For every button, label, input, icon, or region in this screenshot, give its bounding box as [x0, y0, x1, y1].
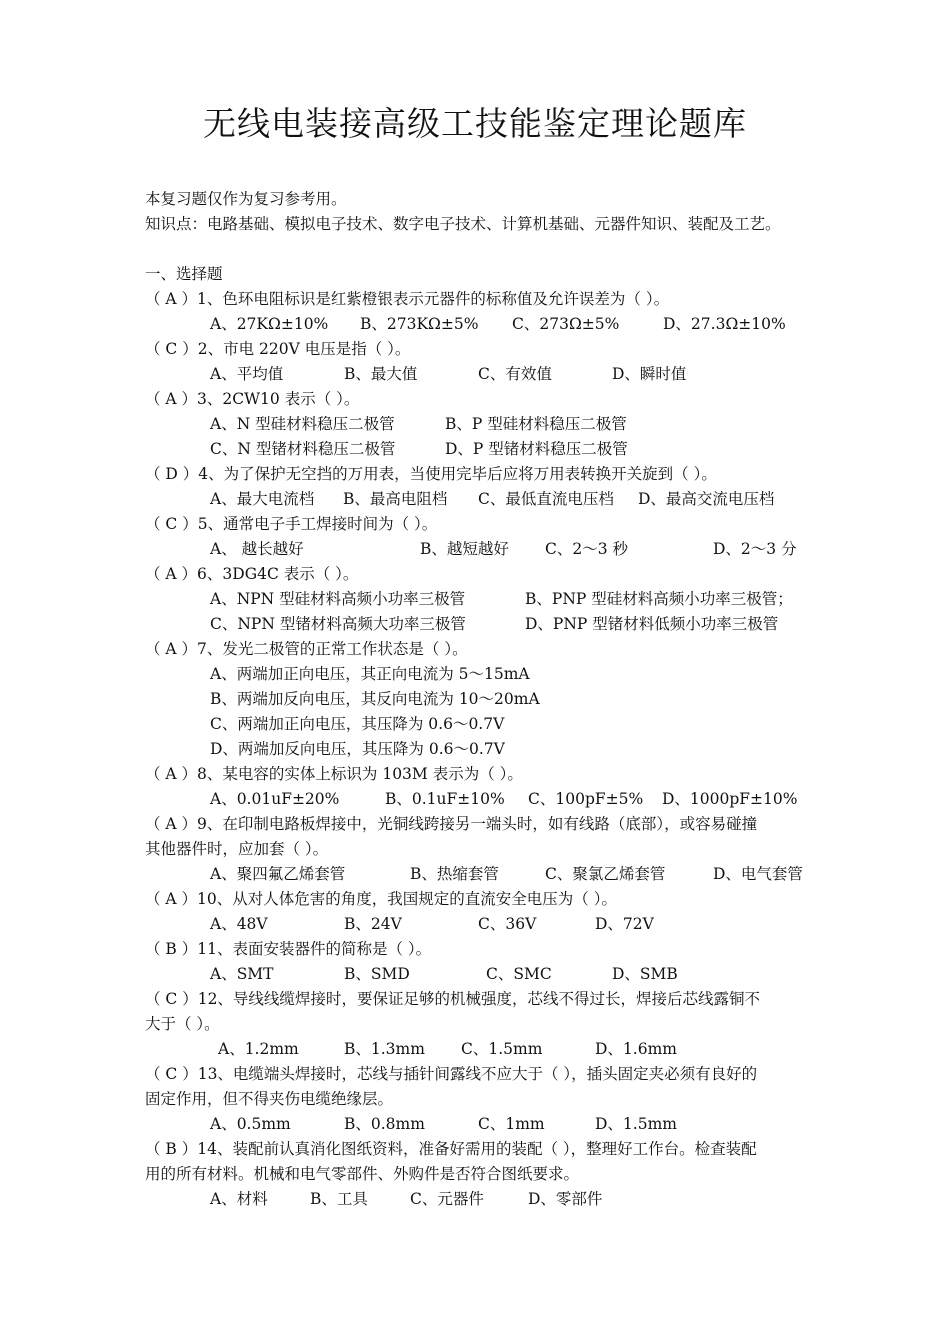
option: C、2～3 秒	[545, 540, 629, 558]
option: B、273KΩ±5%	[360, 315, 479, 333]
option: D、SMB	[612, 965, 678, 983]
option: D、最高交流电压档	[638, 490, 775, 508]
option-row	[210, 1188, 910, 1210]
option: D、零部件	[528, 1190, 603, 1208]
option: D、27.3Ω±10%	[663, 315, 786, 333]
option: B、越短越好	[420, 540, 509, 558]
option-row	[210, 1113, 910, 1135]
option: C、273Ω±5%	[512, 315, 620, 333]
question-text: 大于（ ）。	[145, 1015, 220, 1033]
option-row	[210, 538, 910, 560]
question-text: （ A ）10、从对人体危害的角度，我国规定的直流安全电压为（ ）。	[145, 890, 617, 908]
option: D、72V	[595, 915, 654, 933]
question-text: （ A ）7、发光二极管的正常工作状态是（ ）。	[145, 640, 468, 658]
document-title: 无线电装接高级工技能鉴定理论题库	[203, 104, 747, 143]
question-text: （ B ）11、表面安装器件的简称是（ ）。	[145, 940, 432, 958]
option: A、1.2mm	[218, 1040, 299, 1058]
option: A、平均值	[210, 365, 284, 383]
option-row	[210, 963, 910, 985]
question-text: （ C ）12、导线线缆焊接时，要保证足够的机械强度，芯线不得过长，焊接后芯线露铜不	[145, 990, 760, 1008]
option: C、36V	[478, 915, 537, 933]
question-text: 用的所有材料。机械和电气零部件、外购件是否符合图纸要求。	[145, 1165, 580, 1183]
option: A、NPN 型硅材料高频小功率三极管	[210, 590, 466, 608]
option: C、1.5mm	[461, 1040, 543, 1058]
option-row	[210, 863, 910, 885]
option: D、2～3 分	[713, 540, 797, 558]
question-text: （ A ）3、2CW10 表示（ ）。	[145, 390, 360, 408]
option: D、电气套管	[713, 865, 803, 883]
option: A、0.5mm	[210, 1115, 291, 1133]
option-row	[210, 413, 910, 435]
intro-line: 本复习题仅作为复习参考用。	[145, 190, 347, 208]
option: D、瞬时值	[612, 365, 687, 383]
option: D、PNP 型锗材料低频小功率三极管	[525, 615, 779, 633]
option-row	[210, 313, 910, 335]
option: B、0.8mm	[344, 1115, 425, 1133]
option: C、SMC	[486, 965, 552, 983]
option: B、工具	[310, 1190, 368, 1208]
option-row	[210, 588, 910, 610]
option: D、P 型锗材料稳压二极管	[445, 440, 628, 458]
option: A、0.01uF±20%	[210, 790, 340, 808]
option-row	[210, 738, 910, 760]
option: C、元器件	[410, 1190, 484, 1208]
option: B、最高电阻档	[343, 490, 448, 508]
option: C、1mm	[478, 1115, 545, 1133]
option: A、48V	[210, 915, 268, 933]
option-row	[210, 663, 910, 685]
option: A、 越长越好	[210, 540, 304, 558]
question-text: （ B ）14、装配前认真消化图纸资料，准备好需用的装配（ ），整理好工作台。检查装配	[145, 1140, 757, 1158]
option: B、两端加反向电压，其反向电流为 10～20mA	[210, 690, 540, 708]
question-text: （ A ）8、某电容的实体上标识为 103M 表示为（ ）。	[145, 765, 523, 783]
option: A、最大电流档	[210, 490, 315, 508]
option: C、100pF±5%	[528, 790, 644, 808]
option: C、两端加正向电压，其压降为 0.6～0.7V	[210, 715, 505, 733]
option: D、1.6mm	[595, 1040, 677, 1058]
option-row	[210, 613, 910, 635]
question-text: 固定作用，但不得夹伤电缆绝缘层。	[145, 1090, 394, 1108]
question-text: （ C ）2、市电 220V 电压是指（ ）。	[145, 340, 411, 358]
option-row	[210, 788, 910, 810]
option-row	[210, 488, 910, 510]
option: B、0.1uF±10%	[385, 790, 505, 808]
option: B、PNP 型硅材料高频小功率三极管；	[525, 590, 793, 608]
option: A、SMT	[210, 965, 274, 983]
option: C、有效值	[478, 365, 552, 383]
question-text: 其他器件时，应加套（ ）。	[145, 840, 329, 858]
option: A、27KΩ±10%	[210, 315, 329, 333]
option: A、N 型硅材料稳压二极管	[210, 415, 395, 433]
option: D、1.5mm	[595, 1115, 677, 1133]
section-heading: 一、选择题	[145, 265, 223, 283]
option: A、材料	[210, 1190, 268, 1208]
question-text: （ D ）4、为了保护无空挡的万用表，当使用完毕后应将万用表转换开关旋到（ ）。	[145, 465, 717, 483]
option-row	[210, 713, 910, 735]
option-row	[210, 913, 910, 935]
option: D、1000pF±10%	[662, 790, 798, 808]
option: A、两端加正向电压，其正向电流为 5～15mA	[210, 665, 530, 683]
option: D、两端加反向电压，其压降为 0.6～0.7V	[210, 740, 505, 758]
option-row	[210, 688, 910, 710]
option-row	[210, 363, 910, 385]
option-row	[210, 1038, 910, 1060]
question-text: （ A ）9、在印制电路板焊接中，光铜线跨接另一端头时，如有线路（底部），或容易碰撞	[145, 815, 758, 833]
option: B、SMD	[344, 965, 410, 983]
option: C、聚氯乙烯套管	[545, 865, 666, 883]
intro-line: 知识点：电路基础、模拟电子技术、数字电子技术、计算机基础、元器件知识、装配及工艺。	[145, 215, 781, 233]
question-text: （ A ）6、3DG4C 表示（ ）。	[145, 565, 359, 583]
option: B、24V	[344, 915, 402, 933]
option: B、最大值	[344, 365, 418, 383]
option-row	[210, 438, 910, 460]
option: B、1.3mm	[344, 1040, 425, 1058]
question-text: （ C ）5、通常电子手工焊接时间为（ ）。	[145, 515, 438, 533]
option: A、聚四氟乙烯套管	[210, 865, 346, 883]
option: C、最低直流电压档	[478, 490, 614, 508]
option: B、P 型硅材料稳压二极管	[445, 415, 627, 433]
question-text: （ A ）1、色环电阻标识是红紫橙银表示元器件的标称值及允许误差为（ ）。	[145, 290, 670, 308]
option: C、NPN 型锗材料高频大功率三极管	[210, 615, 466, 633]
option: B、热缩套管	[410, 865, 499, 883]
option: C、N 型锗材料稳压二极管	[210, 440, 396, 458]
question-text: （ C ）13、电缆端头焊接时，芯线与插针间露线不应大于（ ），插头固定夹必须有良好的	[145, 1065, 758, 1083]
